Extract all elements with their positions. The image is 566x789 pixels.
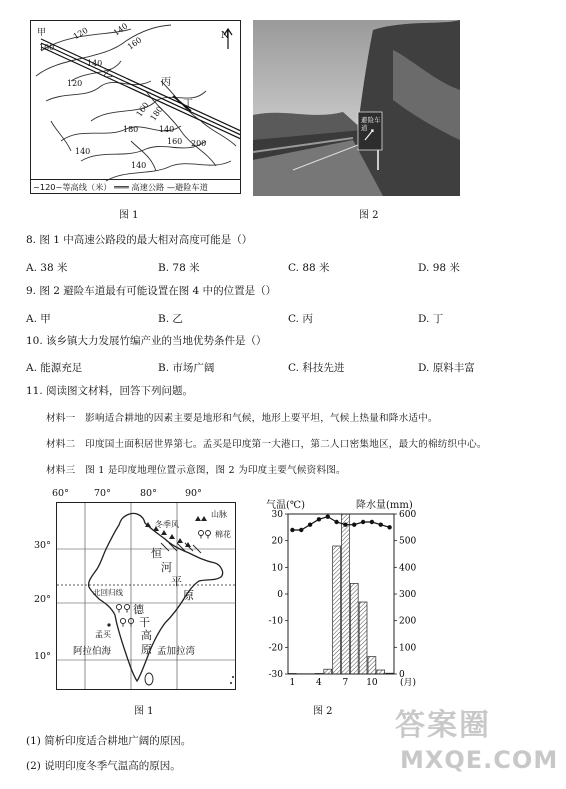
chart-right-title: 降水量(mm)	[356, 500, 413, 511]
q9-stem: 9. 图 2 避险车道最有可能设置在图 4 中的位置是（）	[26, 285, 277, 297]
contour-180-a: 180	[148, 104, 165, 123]
place-de: 德	[133, 603, 144, 616]
q11-material-1: 材料一 影响适合耕地的因素主要是地形和气候，地形上要平坦，气候上热量和降水适中。	[46, 413, 438, 424]
q8-option-a[interactable]: A. 38 米	[26, 262, 68, 274]
precip-tick-label: 400	[399, 563, 417, 574]
lon-label-90: 90°	[185, 488, 202, 499]
watermark-url: MXQE.COM	[400, 746, 559, 774]
climate-chart-caption: 图 2	[313, 706, 333, 717]
fig1-top-caption: 图 1	[119, 210, 139, 221]
temperature-line	[292, 517, 389, 530]
q11-sub-2: (2) 说明印度冬季气温高的原因。	[26, 760, 181, 772]
x-axis-unit: (月)	[400, 678, 417, 688]
contour-120-a: 120	[71, 25, 90, 42]
precip-bar	[315, 673, 323, 674]
temp-tick-label: -20	[268, 643, 283, 654]
contour-140-d: 140	[75, 147, 91, 156]
india-map-svg	[57, 503, 235, 689]
temperature-point	[334, 520, 338, 524]
place-heng: 恒	[151, 547, 162, 560]
temperature-point	[326, 514, 330, 518]
label-jia: 甲	[37, 28, 47, 38]
india-map-caption: 图 1	[134, 706, 154, 717]
escape-lane-photo	[253, 20, 460, 196]
label-arabian-sea: 阿拉伯海	[73, 646, 112, 657]
precip-bar	[368, 657, 376, 674]
label-yi: 乙	[103, 69, 113, 80]
contour-160-a: 160	[125, 35, 144, 52]
precip-tick-label: 0	[399, 670, 405, 680]
contour-140-e: 140	[131, 161, 147, 170]
contour-120-b: 120	[67, 79, 83, 88]
q8-option-b[interactable]: B. 78 米	[158, 262, 200, 274]
watermark-logo: 答案圈	[395, 708, 491, 743]
precip-bar	[350, 583, 358, 674]
q9-option-b[interactable]: B. 乙	[158, 313, 183, 325]
place-he: 河	[161, 561, 172, 574]
lat-label-30: 30°	[34, 540, 51, 551]
temperature-point	[317, 517, 321, 521]
temperature-point	[387, 525, 391, 529]
temperature-point	[308, 522, 312, 526]
india-map	[30, 488, 238, 694]
q10-option-a[interactable]: A. 能源充足	[26, 362, 83, 374]
contour-140-a: 140	[111, 21, 130, 38]
temp-tick-label: 0	[277, 590, 283, 600]
lat-label-10: 10°	[34, 651, 51, 662]
precip-bar	[333, 546, 341, 674]
month-tick-label: 10	[366, 678, 378, 688]
q9-option-d[interactable]: D. 丁	[418, 313, 444, 325]
q10-option-b[interactable]: B. 市场广阔	[158, 362, 215, 374]
precip-tick-label: 300	[399, 590, 417, 600]
lat-label-20: 20°	[34, 594, 51, 605]
place-ping: 平	[171, 575, 182, 588]
chart-plot-frame	[288, 514, 394, 674]
q11-stem: 11. 阅读图文材料，回答下列问题。	[26, 385, 194, 397]
temp-tick-label: -30	[268, 670, 283, 680]
precip-tick-label: 600	[399, 510, 417, 520]
legend-mountain: 山脉	[211, 510, 227, 519]
north-label: N	[221, 31, 229, 41]
temp-tick-label: 20	[271, 536, 283, 547]
temperature-point	[379, 522, 383, 526]
chart-left-title: 气温(℃)	[266, 500, 305, 511]
month-tick-label: 1	[289, 678, 296, 688]
precip-bar	[289, 673, 297, 674]
month-tick-label: 4	[316, 678, 322, 688]
india-map-frame	[56, 502, 236, 690]
q8-option-d[interactable]: D. 98 米	[418, 262, 460, 274]
contour-map	[30, 20, 241, 194]
q11-sub-1: (1) 简析印度适合耕地广阔的原因。	[26, 735, 192, 747]
q11-material-3: 材料三 图 1 是印度地理位置示意图，图 2 为印度主要气候资料图。	[46, 465, 346, 476]
climate-chart	[262, 506, 426, 694]
escape-lane-sign: 避险车道	[361, 116, 381, 132]
temperature-point	[343, 522, 347, 526]
contour-160-c: 160	[167, 137, 183, 146]
temperature-point	[299, 528, 303, 532]
label-bing: 丙	[161, 77, 171, 88]
temperature-point	[352, 522, 356, 526]
q8-option-c[interactable]: C. 88 米	[288, 262, 330, 274]
contour-180-b: 180	[123, 125, 139, 134]
q10-option-d[interactable]: D. 原料丰富	[418, 362, 475, 374]
precip-tick-label: 100	[399, 643, 417, 654]
label-mumbai: 孟买	[95, 630, 111, 639]
precip-bar	[359, 602, 367, 674]
precip-tick-label: 500	[399, 536, 417, 547]
month-tick-label: 7	[342, 678, 349, 688]
q8-stem: 8. 图 1 中高速公路段的最大相对高度可能是（）	[26, 234, 253, 246]
lon-label-70: 70°	[94, 488, 111, 499]
fig2-top-caption: 图 2	[359, 210, 379, 221]
label-ding: 丁	[183, 99, 193, 110]
lon-label-60: 60°	[52, 488, 69, 499]
tropic-label: 北回归线	[93, 588, 123, 597]
contour-160-b: 160	[134, 100, 151, 119]
contour-140-b: 140	[87, 59, 103, 68]
precip-bar	[386, 673, 394, 674]
place-yuan: 原	[183, 589, 194, 602]
lon-label-80: 80°	[140, 488, 157, 499]
temperature-point	[370, 520, 374, 524]
legend-cotton: 棉花	[215, 530, 231, 539]
place-gan: 干	[139, 616, 150, 629]
precip-bar	[342, 514, 350, 674]
contour-legend: ~120~等高线（米） ═══ 高速公路 —避险车道	[31, 179, 240, 193]
place-yuan2: 原	[141, 643, 152, 656]
q10-option-c[interactable]: C. 科技先进	[288, 362, 345, 374]
place-gao: 高	[141, 629, 152, 642]
temp-tick-label: 10	[271, 563, 283, 574]
q9-option-a[interactable]: A. 甲	[26, 313, 51, 325]
temperature-point	[290, 528, 294, 532]
legend-winter-monsoon: 冬季风	[155, 520, 179, 529]
temp-tick-label: -10	[268, 616, 283, 627]
temperature-point	[361, 520, 365, 524]
contour-140-c: 140	[159, 125, 175, 134]
contour-200: 200	[191, 139, 207, 148]
q10-stem: 10. 该乡镇大力发展竹编产业的当地优势条件是（）	[26, 335, 267, 347]
precip-bar	[324, 669, 332, 674]
temp-tick-label: 30	[271, 510, 283, 520]
precip-bar	[377, 670, 385, 674]
contour-100: 100	[39, 43, 55, 52]
label-bay-of-bengal: 孟加拉湾	[157, 646, 196, 657]
precip-tick-label: 200	[399, 616, 417, 627]
q9-option-c[interactable]: C. 丙	[288, 313, 313, 325]
photo-svg	[253, 20, 460, 196]
q11-material-2: 材料二 印度国土面积居世界第七。孟买是印度第一大港口，第二人口密集地区，最大的棉纺织中心。	[46, 439, 487, 450]
